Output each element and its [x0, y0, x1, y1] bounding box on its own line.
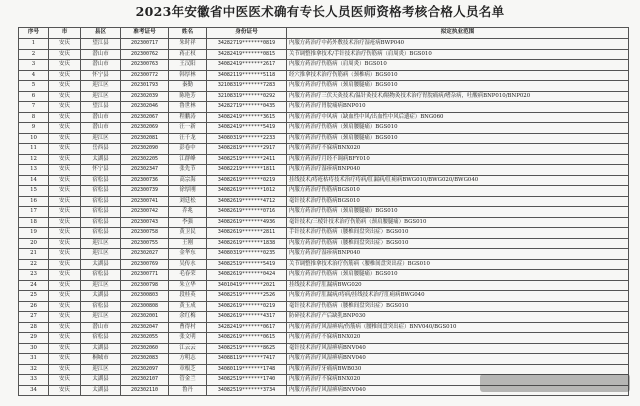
- cell-exam-id: 202302055: [121, 333, 169, 344]
- cell-name: 韩厚林: [169, 70, 207, 81]
- cell-exam-id: 202302097: [121, 364, 169, 375]
- cell-index: 34: [19, 385, 49, 396]
- cell-scope: 防碎技术治疗产后缺乳BNP030: [287, 312, 629, 323]
- cell-scope: 内服方药治疗伤筋病（颈肩腰腿痛）BGS010: [287, 81, 629, 92]
- table-row: [19, 238, 629, 249]
- cell-exam-id: 202302039: [121, 91, 169, 102]
- cell-city: 安庆: [49, 375, 81, 386]
- cell-index: 18: [19, 217, 49, 228]
- cell-id-number: 34082619*******0219: [207, 301, 287, 312]
- cell-city: 安庆: [49, 165, 81, 176]
- cell-county: 迎江区: [81, 133, 121, 144]
- cell-index: 22: [19, 259, 49, 270]
- cell-id-number: 34082419*******3615: [207, 112, 287, 123]
- cell-exam-id: 202300762: [121, 49, 169, 60]
- cell-scope: 毫针技术治疗风湿痹病BNV040: [287, 343, 629, 354]
- cell-city: 安庆: [49, 259, 81, 270]
- cell-id-number: 34010419*******2021: [207, 280, 287, 291]
- cell-city: 安庆: [49, 123, 81, 134]
- table-row: [19, 301, 629, 312]
- table-row: [19, 196, 629, 207]
- cell-scope: 内服方药治疗伤筋病BGS010: [287, 186, 629, 197]
- cell-exam-id: 202302083: [121, 354, 169, 365]
- cell-county: 岳西县: [81, 144, 121, 155]
- cell-scope: 内服方药治疗中药外敷技术治疗湿疮病BWP040: [287, 39, 629, 50]
- table-row: [19, 102, 629, 113]
- cell-index: 24: [19, 280, 49, 291]
- cell-name: 黄卫民: [169, 228, 207, 239]
- cell-index: 26: [19, 301, 49, 312]
- cell-scope: 挂线技术/痔疮枯痔技术治疗痔病/肛漏病/肛痈病BWG010/BWG020/BWG040: [287, 175, 629, 186]
- cell-name: 吴传水: [169, 259, 207, 270]
- cell-exam-id: 202302107: [121, 375, 169, 386]
- cell-city: 安庆: [49, 385, 81, 396]
- cell-county: 宿松县: [81, 186, 121, 197]
- cell-index: 9: [19, 123, 49, 134]
- cell-index: 15: [19, 186, 49, 197]
- cell-county: 宿松县: [81, 333, 121, 344]
- cell-id-number: 34082519*******1740: [207, 375, 287, 386]
- cell-scope: 内服方药治疗伤筋病（颈肩腰腿痛）BGS010: [287, 133, 629, 144]
- cell-county: 太湖县: [81, 375, 121, 386]
- cell-name: 李强: [169, 217, 207, 228]
- cell-county: 迎江区: [81, 249, 121, 260]
- cell-scope: 内服方药治疗不寐病BNX020: [287, 333, 629, 344]
- cell-city: 安庆: [49, 112, 81, 123]
- cell-name: 彭卷中: [169, 144, 207, 155]
- cell-name: 鲁丹: [169, 385, 207, 396]
- table-row: [19, 165, 629, 176]
- cell-name: 段桂英: [169, 291, 207, 302]
- cell-exam-id: 202300803: [121, 291, 169, 302]
- cell-index: 25: [19, 291, 49, 302]
- col-header-id-number: 身份证号: [207, 28, 287, 39]
- cell-exam-id: 202302069: [121, 123, 169, 134]
- cell-name: 张先节: [169, 165, 207, 176]
- cell-id-number: 34082619*******1838: [207, 238, 287, 249]
- cell-exam-id: 202300743: [121, 217, 169, 228]
- cell-name: 余红梅: [169, 312, 207, 323]
- table-row: [19, 70, 629, 81]
- table-row: [19, 186, 629, 197]
- cell-city: 安庆: [49, 70, 81, 81]
- table-row: [19, 175, 629, 186]
- cell-index: 28: [19, 322, 49, 333]
- cell-county: 太湖县: [81, 291, 121, 302]
- cell-scope: 经穴推拿技术治疗伤筋病（颈椎病）BGS010: [287, 70, 629, 81]
- cell-county: 迎江区: [81, 91, 121, 102]
- cell-city: 安庆: [49, 133, 81, 144]
- cell-scope: 内服方药治疗牙痛病BWB030: [287, 364, 629, 375]
- cell-county: 桐城市: [81, 354, 121, 365]
- table-row: [19, 81, 629, 92]
- col-header-county: 县区: [81, 28, 121, 39]
- cell-index: 14: [19, 175, 49, 186]
- cell-exam-id: 202302090: [121, 144, 169, 155]
- cell-name: 汪千龙: [169, 133, 207, 144]
- cell-county: 潜山市: [81, 49, 121, 60]
- table-row: [19, 217, 629, 228]
- table-row: [19, 354, 629, 365]
- cell-exam-id: 202300769: [121, 259, 169, 270]
- cell-id-number: 34082619*******4712: [207, 196, 287, 207]
- cell-city: 安庆: [49, 301, 81, 312]
- table-row: [19, 144, 629, 155]
- cell-county: 太湖县: [81, 259, 121, 270]
- cell-scope: 内服方药治疗风湿痹病BNV040: [287, 385, 629, 396]
- cell-scope: 内服方药治疗中风病（缺血性中风/出血性中风后遗症）BNG060: [287, 112, 629, 123]
- cell-name: 朱立华: [169, 280, 207, 291]
- cell-city: 安庆: [49, 364, 81, 375]
- cell-name: 江群峰: [169, 154, 207, 165]
- cell-id-number: 34082219*******1811: [207, 165, 287, 176]
- table-body: [19, 39, 629, 396]
- cell-exam-id: 202302060: [121, 343, 169, 354]
- cell-index: 31: [19, 354, 49, 365]
- cell-id-number: 34082519*******5419: [207, 259, 287, 270]
- cell-index: 29: [19, 333, 49, 344]
- cell-county: 太湖县: [81, 385, 121, 396]
- cell-city: 安庆: [49, 354, 81, 365]
- cell-exam-id: 202300755: [121, 238, 169, 249]
- cell-exam-id: 202302110: [121, 385, 169, 396]
- cell-name: 汪一新: [169, 123, 207, 134]
- cell-index: 6: [19, 91, 49, 102]
- cell-scope: 内服方药治疗胃脘痛病BNP010: [287, 102, 629, 113]
- cell-index: 1: [19, 39, 49, 50]
- cell-id-number: 34082519*******3734: [207, 385, 287, 396]
- cell-county: 迎江区: [81, 81, 121, 92]
- cell-county: 宿松县: [81, 228, 121, 239]
- table-row: [19, 270, 629, 281]
- cell-scope: 内服方药治疗三伏天灸技术/温针灸技术/隔物灸技术治疗胃脘痛病/嗜杂病，吐酸病BNP010/BNP020: [287, 91, 629, 102]
- cell-scope: 内服方药治疗风湿痹病BNV040: [287, 354, 629, 365]
- cell-city: 安庆: [49, 312, 81, 323]
- cell-name: 毛春荣: [169, 270, 207, 281]
- cell-exam-id: 202300772: [121, 70, 169, 81]
- cell-name: 张文明: [169, 333, 207, 344]
- table-row: [19, 333, 629, 344]
- cell-index: 21: [19, 249, 49, 260]
- cell-index: 19: [19, 228, 49, 239]
- cell-index: 10: [19, 133, 49, 144]
- cell-exam-id: 202300771: [121, 270, 169, 281]
- cell-id-number: 34080319*******2233: [207, 133, 287, 144]
- cell-index: 23: [19, 270, 49, 281]
- table-row: [19, 364, 629, 375]
- cell-name: 方明志: [169, 354, 207, 365]
- table-row: [19, 228, 629, 239]
- table-row: [19, 91, 629, 102]
- cell-exam-id: 202302205: [121, 154, 169, 165]
- cell-city: 安庆: [49, 228, 81, 239]
- cell-scope: 内服方药治疗不寐病BNX020: [287, 375, 629, 386]
- cell-city: 安庆: [49, 291, 81, 302]
- cell-county: 迎江区: [81, 312, 121, 323]
- cell-index: 3: [19, 60, 49, 71]
- cell-index: 12: [19, 154, 49, 165]
- cell-name: 王汉阳: [169, 60, 207, 71]
- cell-id-number: 34082819*******2917: [207, 144, 287, 155]
- cell-id-number: 34082619*******1012: [207, 186, 287, 197]
- cell-exam-id: 202302046: [121, 102, 169, 113]
- cell-exam-id: 202302347: [121, 165, 169, 176]
- cell-exam-id: 202300717: [121, 39, 169, 50]
- cell-county: 宿松县: [81, 207, 121, 218]
- cell-city: 安庆: [49, 60, 81, 71]
- cell-id-number: 34082519*******2526: [207, 291, 287, 302]
- cell-city: 安庆: [49, 186, 81, 197]
- cell-id-number: 34082519*******2411: [207, 154, 287, 165]
- cell-id-number: 34082119*******5118: [207, 70, 287, 81]
- table-row: [19, 322, 629, 333]
- cell-exam-id: 202302001: [121, 312, 169, 323]
- col-header-exam-id: 准考证号: [121, 28, 169, 39]
- cell-scope: 手针技术治疗伤筋病（腰椎间盘突出症）BGS010: [287, 228, 629, 239]
- col-header-name: 姓名: [169, 28, 207, 39]
- cell-index: 32: [19, 364, 49, 375]
- cell-city: 安庆: [49, 249, 81, 260]
- cell-city: 安庆: [49, 39, 81, 50]
- cell-city: 安庆: [49, 49, 81, 60]
- cell-scope: 内服方药治疗伤筋病（颈肩腰腿痛）BGS010: [287, 270, 629, 281]
- cell-county: 怀宁县: [81, 70, 121, 81]
- table-row: [19, 112, 629, 123]
- cell-id-number: 34082619*******0615: [207, 333, 287, 344]
- cell-id-number: 34088119*******7417: [207, 354, 287, 365]
- cell-name: 蒋正权: [169, 49, 207, 60]
- cell-city: 安庆: [49, 207, 81, 218]
- cell-city: 安庆: [49, 91, 81, 102]
- cell-scope: 内服方药治疗风湿痹病/伤筋病（腰椎间盘突出症）BNV040/BGS010: [287, 322, 629, 333]
- cell-scope: 毫针技术/三棱针技术治疗伤筋病（颈肩腰腿痛）BGS010: [287, 217, 629, 228]
- table-row: [19, 249, 629, 260]
- cell-index: 4: [19, 70, 49, 81]
- cell-county: 太湖县: [81, 154, 121, 165]
- cell-scope: 内服方药治疗伤筋病（腰椎间盘突出症）BGS010: [287, 238, 629, 249]
- cell-index: 17: [19, 207, 49, 218]
- cell-city: 安庆: [49, 343, 81, 354]
- cell-scope: 毫针技术治疗伤筋病（腰椎间盘突出症）BGS010: [287, 301, 629, 312]
- cell-name: 高宗海: [169, 175, 207, 186]
- cell-exam-id: 202302027: [121, 249, 169, 260]
- cell-city: 安庆: [49, 270, 81, 281]
- cell-county: 迎江区: [81, 364, 121, 375]
- cell-scope: 内服方药治疗不寐病BNX020: [287, 144, 629, 155]
- cell-id-number: 32108319*******7283: [207, 81, 287, 92]
- table-row: [19, 133, 629, 144]
- cell-exam-id: 202302081: [121, 133, 169, 144]
- cell-name: 陈艳芳: [169, 91, 207, 102]
- cell-exam-id: 202300758: [121, 228, 169, 239]
- cell-index: 8: [19, 112, 49, 123]
- cell-scope: 内服方药治疗湿疹病BNP040: [287, 165, 629, 176]
- cell-scope: 内服方药治疗湿疹病BNP040: [287, 249, 629, 260]
- cell-scope: 内服方药治疗月经不调病BFY010: [287, 154, 629, 165]
- cell-name: 乔兆: [169, 207, 207, 218]
- cell-exam-id: 202300798: [121, 280, 169, 291]
- cell-name: 朱时祥: [169, 39, 207, 50]
- col-header-city: 市: [49, 28, 81, 39]
- cell-scope: 内服方药治疗肛漏病/痔病/挂线技术治疗肛痈病BWG040: [287, 291, 629, 302]
- cell-id-number: 34082519*******8625: [207, 343, 287, 354]
- cell-exam-id: 202300739: [121, 186, 169, 197]
- cell-name: 黄玉成: [169, 301, 207, 312]
- cell-index: 11: [19, 144, 49, 155]
- cell-name: 徐厚刚: [169, 186, 207, 197]
- table-row: [19, 312, 629, 323]
- cell-id-number: 34080319*******0235: [207, 249, 287, 260]
- cell-county: 迎江区: [81, 238, 121, 249]
- cell-city: 安庆: [49, 280, 81, 291]
- cell-id-number: 34082619*******0424: [207, 270, 287, 281]
- cell-name: 刘廷松: [169, 196, 207, 207]
- cell-index: 33: [19, 375, 49, 386]
- cell-exam-id: 202302047: [121, 322, 169, 333]
- cell-name: 王刚: [169, 238, 207, 249]
- cell-scope: 内服方药治疗伤筋病（颈肩腰腿痛）BGS010: [287, 207, 629, 218]
- table-header-row: [19, 28, 629, 39]
- cell-name: 金华东: [169, 249, 207, 260]
- cell-exam-id: 202300808: [121, 301, 169, 312]
- cell-city: 安庆: [49, 175, 81, 186]
- cell-exam-id: 202300736: [121, 175, 169, 186]
- cell-county: 宿松县: [81, 196, 121, 207]
- cell-city: 安庆: [49, 81, 81, 92]
- cell-scope: 关节调整推拿技术治疗伤筋病（腰椎间盘突出症）BGS010: [287, 259, 629, 270]
- cell-county: 潜山市: [81, 112, 121, 123]
- cell-exam-id: 202300763: [121, 60, 169, 71]
- cell-id-number: 34082619*******2811: [207, 228, 287, 239]
- cell-name: 秦勤: [169, 81, 207, 92]
- cell-scope: 内服方药治疗伤筋病（颈肩腰腿痛）BGS010: [287, 123, 629, 134]
- cell-id-number: 34082619*******4317: [207, 312, 287, 323]
- cell-scope: 毫针技术治疗伤筋病BGS010: [287, 196, 629, 207]
- cell-id-number: 34282719*******0435: [207, 102, 287, 113]
- cell-name: 鲁世林: [169, 102, 207, 113]
- watermark-overlay: [480, 374, 630, 392]
- cell-exam-id: 202300741: [121, 196, 169, 207]
- cell-name: 管金兰: [169, 375, 207, 386]
- col-header-scope: 拟定执业范围: [287, 28, 629, 39]
- cell-index: 16: [19, 196, 49, 207]
- cell-id-number: 34282719*******0819: [207, 39, 287, 50]
- cell-id-number: 32108319*******0292: [207, 91, 287, 102]
- cell-id-number: 34282419*******0617: [207, 322, 287, 333]
- cell-index: 20: [19, 238, 49, 249]
- cell-scope: 关节调整推拿技术/手针技术治疗伤筋病（肩周炎）BGS010: [287, 49, 629, 60]
- table-row: [19, 60, 629, 71]
- cell-city: 安庆: [49, 333, 81, 344]
- cell-exam-id: 202301793: [121, 81, 169, 92]
- cell-index: 7: [19, 102, 49, 113]
- cell-county: 宿松县: [81, 301, 121, 312]
- table-row: [19, 343, 629, 354]
- cell-scope: 挂线技术治疗肛漏病BWG020: [287, 280, 629, 291]
- cell-id-number: 34082619*******0716: [207, 207, 287, 218]
- cell-scope: 内服方药治疗伤筋病（肩周炎）BGS010: [287, 60, 629, 71]
- cell-city: 安庆: [49, 217, 81, 228]
- cell-county: 怀宁县: [81, 165, 121, 176]
- cell-id-number: 34082619*******0219: [207, 175, 287, 186]
- cell-index: 13: [19, 165, 49, 176]
- cell-name: 江云云: [169, 343, 207, 354]
- cell-index: 5: [19, 81, 49, 92]
- table-row: [19, 259, 629, 270]
- cell-city: 安庆: [49, 154, 81, 165]
- cell-id-number: 34082419*******5419: [207, 123, 287, 134]
- table-row: [19, 280, 629, 291]
- table-row: [19, 123, 629, 134]
- cell-index: 27: [19, 312, 49, 323]
- cell-county: 宿松县: [81, 270, 121, 281]
- cell-id-number: 34282419*******0815: [207, 49, 287, 60]
- cell-id-number: 34082619*******4936: [207, 217, 287, 228]
- cell-city: 安庆: [49, 102, 81, 113]
- table-row: [19, 49, 629, 60]
- cell-city: 安庆: [49, 322, 81, 333]
- col-header-index: 序号: [19, 28, 49, 39]
- table-row: [19, 207, 629, 218]
- cell-county: 望江县: [81, 102, 121, 113]
- cell-exam-id: 202302067: [121, 112, 169, 123]
- table-row: [19, 154, 629, 165]
- cell-id-number: 34082419*******2617: [207, 60, 287, 71]
- cell-name: 程鹏涛: [169, 112, 207, 123]
- cell-county: 潜山市: [81, 123, 121, 134]
- cell-county: 宿松县: [81, 217, 121, 228]
- cell-id-number: 34080119*******1748: [207, 364, 287, 375]
- cell-county: 潜山市: [81, 322, 121, 333]
- cell-county: 望江县: [81, 39, 121, 50]
- cell-county: 迎江区: [81, 280, 121, 291]
- cell-index: 2: [19, 49, 49, 60]
- cell-city: 安庆: [49, 238, 81, 249]
- page-title: 2023年安徽省中医医术确有专长人员医师资格考核合格人员名单: [135, 4, 505, 19]
- results-table: [18, 27, 629, 396]
- cell-county: 太湖县: [81, 343, 121, 354]
- cell-city: 安庆: [49, 196, 81, 207]
- cell-county: 潜山市: [81, 60, 121, 71]
- table-row: [19, 291, 629, 302]
- cell-index: 30: [19, 343, 49, 354]
- cell-county: 宿松县: [81, 175, 121, 186]
- cell-exam-id: 202300742: [121, 207, 169, 218]
- cell-name: 章根芝: [169, 364, 207, 375]
- table-row: [19, 39, 629, 50]
- cell-city: 安庆: [49, 144, 81, 155]
- cell-name: 曹得村: [169, 322, 207, 333]
